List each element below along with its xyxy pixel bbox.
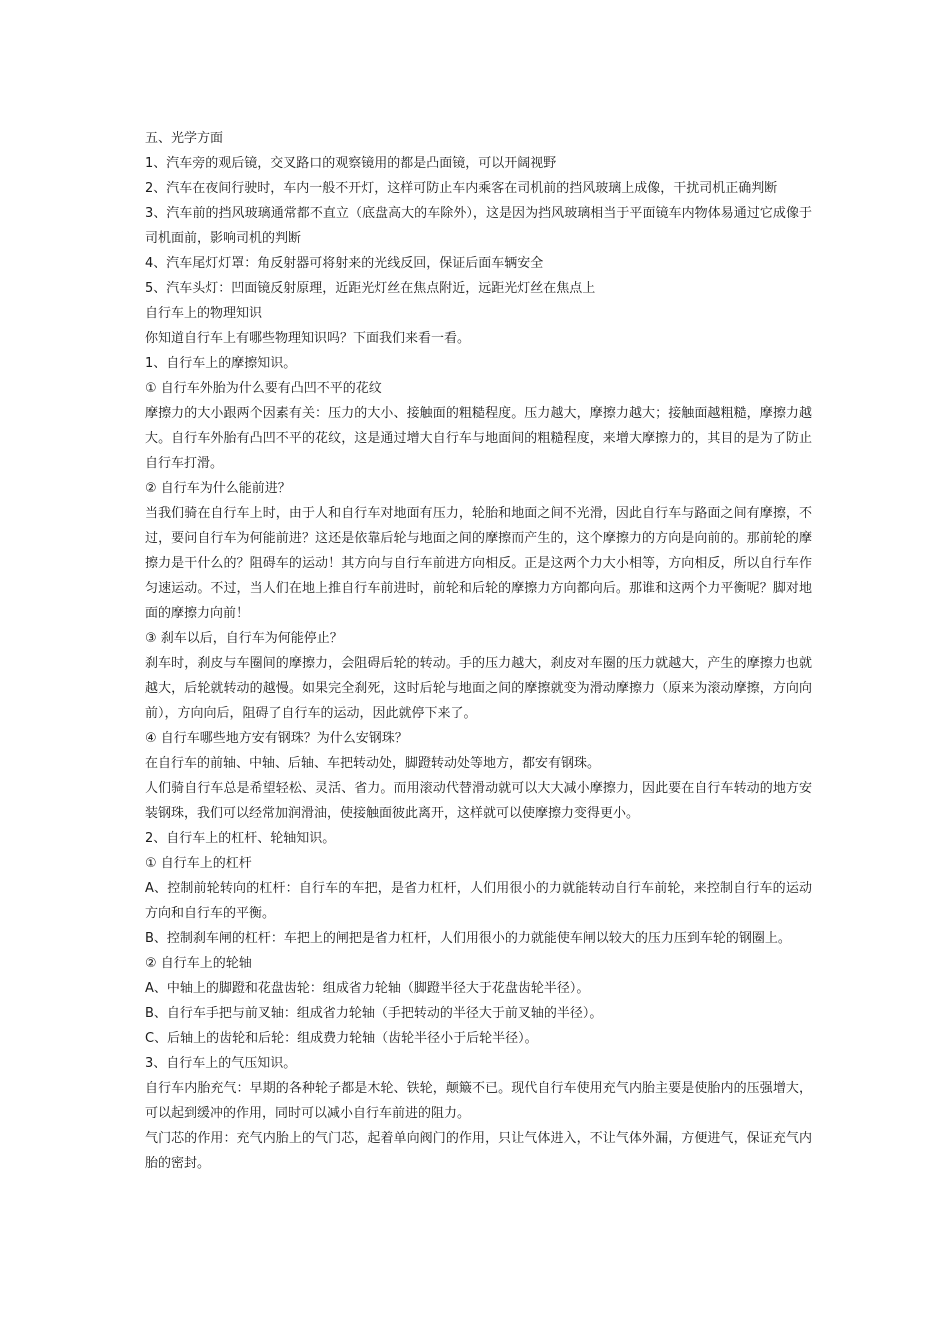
subheading: 1、自行车上的摩擦知识。 (145, 356, 297, 371)
paragraph: 自行车内胎充气：早期的各种轮子都是木轮、铁轮，颠簸不已。现代自行车使用充气内胎主要是使胎内的压强增大，可以起到缓冲的作用，同时可以减小自行车前进的阻力。 (145, 1081, 812, 1121)
paragraph: C、后轴上的齿轮和后轮：组成费力轮轴（齿轮半径小于后轮半径）。 (145, 1031, 538, 1046)
section-heading-bicycle: 自行车上的物理知识 (145, 306, 263, 321)
paragraph: B、控制刹车闸的杠杆：车把上的闸把是省力杠杆，人们用很小的力就能使车闸以较大的压力压到车轮的钢圈上。 (145, 931, 791, 946)
subheading: 3、自行车上的气压知识。 (145, 1056, 297, 1071)
paragraph: 5、汽车头灯：凹面镜反射原理，近距光灯丝在焦点附近，远距光灯丝在焦点上 (145, 281, 596, 296)
paragraph: A、中轴上的脚蹬和花盘齿轮：组成省力轮轴（脚蹬半径大于花盘齿轮半径）。 (145, 981, 590, 996)
document-body (145, 126, 812, 1176)
paragraph: 摩擦力的大小跟两个因素有关：压力的大小、接触面的粗糙程度。压力越大，摩擦力越大；接触面越粗糙，摩擦力越大。自行车外胎有凸凹不平的花纹，这是通过增大自行车与地面间的粗糙程度，来增大摩擦力的，其目的是为了防止自行车打滑。 (145, 406, 812, 471)
subheading: 2、自行车上的杠杆、轮轴知识。 (145, 831, 336, 846)
question-heading: ① 自行车外胎为什么要有凸凹不平的花纹 (145, 381, 382, 396)
paragraph: 在自行车的前轴、中轴、后轴、车把转动处，脚蹬转动处等地方，都安有钢珠。 (145, 756, 601, 771)
paragraph: 2、汽车在夜间行驶时，车内一般不开灯，这样可防止车内乘客在司机前的挡风玻璃上成像，干扰司机正确判断 (145, 181, 778, 196)
paragraph: 刹车时，刹皮与车圈间的摩擦力，会阻碍后轮的转动。手的压力越大，刹皮对车圈的压力就越大，产生的摩擦力也就越大，后轮就转动的越慢。如果完全刹死，这时后轮与地面之间的摩擦就变为滑动摩擦力（原来为滚动摩擦，方向向前），方向向后，阻碍了自行车的运动，因此就停下来了。 (145, 656, 812, 721)
paragraph: 气门芯的作用：充气内胎上的气门芯，起着单向阀门的作用，只让气体进入，不让气体外漏，方便进气，保证充气内胎的密封。 (145, 1131, 812, 1171)
section-heading-optics: 五、光学方面 (145, 131, 224, 146)
paragraph: 你知道自行车上有哪些物理知识吗？下面我们来看一看。 (145, 331, 471, 346)
paragraph: 1、汽车旁的观后镜，交叉路口的观察镜用的都是凸面镜，可以开阔视野 (145, 156, 557, 171)
paragraph: 当我们骑在自行车上时，由于人和自行车对地面有压力，轮胎和地面之间不光滑，因此自行车与路面之间有摩擦，不过，要问自行车为何能前进？这还是依靠后轮与地面之间的摩擦而产生的，这个摩擦力的方向是向前的。那前轮的摩擦力是干什么的？阻碍车的运动！其方向与自行车前进方向相反。正是这两个力大小相等，方向相反，所以自行车作匀速运动。不过，当人们在地上推自行车前进时，前轮和后轮的摩擦力方向都向后。那谁和这两个力平衡呢？脚对地面的摩擦力向前！ (145, 506, 812, 621)
question-heading: ② 自行车为什么能前进？ (145, 481, 291, 496)
question-heading: ④ 自行车哪些地方安有钢珠？为什么安钢珠？ (145, 731, 408, 746)
paragraph: 3、汽车前的挡风玻璃通常都不直立（底盘高大的车除外），这是因为挡风玻璃相当于平面镜车内物体易通过它成像于司机面前，影响司机的判断 (145, 206, 812, 246)
paragraph: A、控制前轮转向的杠杆：自行车的车把，是省力杠杆，人们用很小的力就能转动自行车前轮，来控制自行车的运动方向和自行车的平衡。 (145, 881, 812, 921)
paragraph: 人们骑自行车总是希望轻松、灵活、省力。而用滚动代替滑动就可以大大减小摩擦力，因此要在自行车转动的地方安装钢珠，我们可以经常加润滑油，使接触面彼此离开，这样就可以使摩擦力变得更小。 (145, 781, 812, 821)
question-heading: ① 自行车上的杠杆 (145, 856, 252, 871)
question-heading: ② 自行车上的轮轴 (145, 956, 252, 971)
paragraph: B、自行车手把与前叉轴：组成省力轮轴（手把转动的半径大于前叉轴的半径）。 (145, 1006, 603, 1021)
question-heading: ③ 刹车以后，自行车为何能停止？ (145, 631, 343, 646)
paragraph: 4、汽车尾灯灯罩：角反射器可将射来的光线反回，保证后面车辆安全 (145, 256, 544, 271)
